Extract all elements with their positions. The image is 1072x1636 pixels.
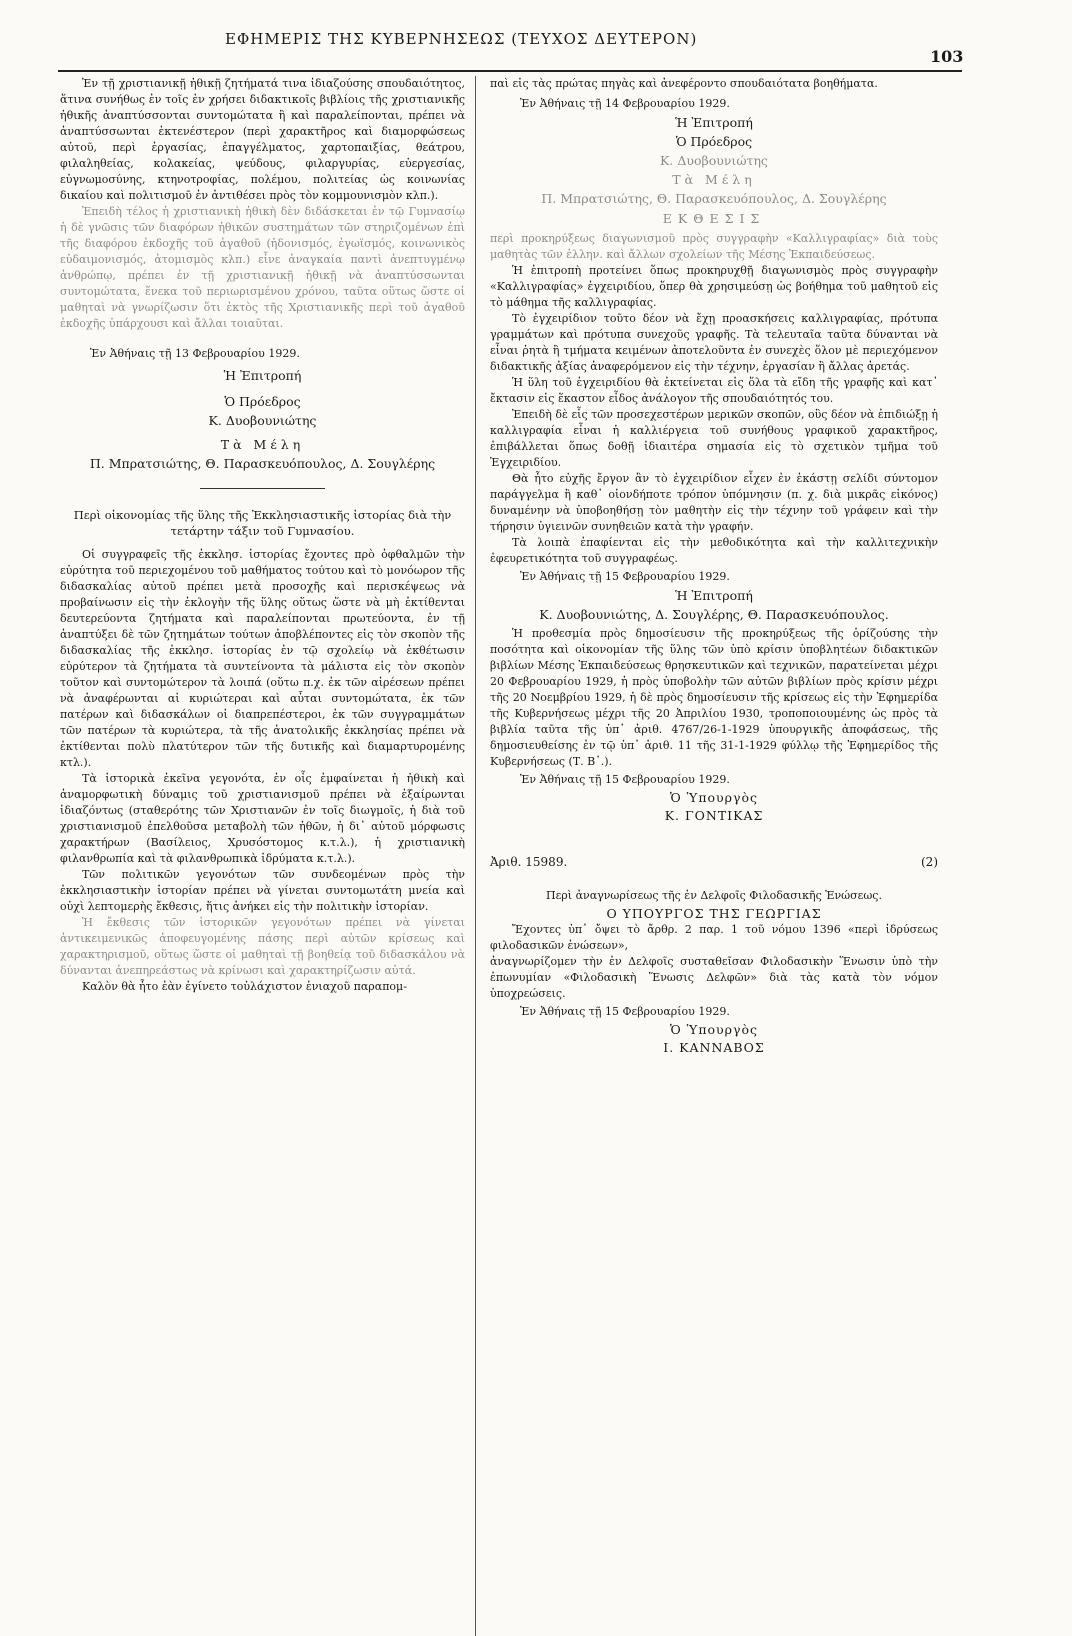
paragraph: Ἡ ὕλη τοῦ ἐγχειριδίου θὰ ἐκτείνεται εἰς ὅλα τὰ εἴδη τῆς γραφῆς καὶ κατ᾽ ἔκτασιν εἰς ἕκαστον εἶδος ἀνάλογον τῆς σπουδαιότητός του. [490, 376, 938, 405]
signature-block [60, 368, 465, 472]
paragraph: Θὰ ἦτο εὐχῆς ἔργον ἂν τὸ ἐγχειρίδιον εἶχεν ἐν ἑκάστῃ σελίδι σύντομον παράγγελμα ἢ καθ᾽ οἱονδήποτε τρόπον ὑπόμνησιν (π. χ. διὰ μικρᾶς εἰκόνος) δυναμένην νὰ ὑποβοηθήσῃ τὸν μαθητὴν εἰς τὴν τέχνην τοῦ γράφειν καὶ τὴν τήρησιν ὑγιεινῶν συνηθειῶν κατὰ τὴν γραφήν. [490, 472, 938, 533]
paragraph: Ἐπειδὴ δὲ εἷς τῶν προσεχεστέρων μερικῶν σκοπῶν, οὓς δέον νὰ ἐπιδιώξῃ ἡ καλλιγραφία εἶναι ἡ καλλιέργεια τοῦ συνήθους γραφικοῦ χαρακτῆρος, ἐπιβάλλεται ὅπως δοθῇ ἰδιαιτέρα σημασία εἰς τὸ σχετικὸν τμῆμα τοῦ Ἐγχειριδίου. [490, 408, 938, 469]
members-title: Τὰ Μέλη [220, 437, 305, 452]
left-column [60, 76, 465, 995]
committee-label: Ἡ Ἐπιτροπή [675, 115, 753, 130]
members-names: Π. Μπρατσιώτης, Θ. Παρασκευόπουλος, Δ. Σουγλέρης [89, 456, 436, 471]
paragraph: Ἡ ἐπιτροπὴ προτείνει ὅπως προκηρυχθῇ διαγωνισμὸς πρὸς συγγραφὴν «Καλλιγραφίας» ἐγχειριδίου, ὅπερ θὰ χρησιμεύσῃ ὡς βοήθημα τοῦ μαθητοῦ εἰς τὸ μάθημα τῆς καλλιγραφίας. [490, 264, 938, 309]
minister-name: Ι. ΚΑΝΝΑΒΟΣ [663, 1040, 765, 1055]
decree-marker: (2) [921, 855, 938, 869]
paragraph: Ἡ ἔκθεσις τῶν ἱστορικῶν γεγονότων πρέπει νὰ γίνεται ἀντικειμενικῶς ἀποφευγομένης πάσης περὶ αὐτῶν κρίσεως καὶ χαρακτηρισμοῦ, οὕτως ὥστε οἱ μαθηταὶ τῇ βοηθείᾳ τοῦ διδασκάλου νὰ δύνανται ἀνεπηρεάστως νὰ κρίνωσι καὶ χαρακτηρίζωσιν αὐτά. [60, 916, 465, 977]
decree-title: Περὶ ἀναγνωρίσεως τῆς ἐν Δελφοῖς Φιλοδασικῆς Ἑνώσεως. [546, 889, 882, 902]
decree-number: Ἀριθ. 15989. [490, 855, 568, 869]
ministry-heading: Ο ΥΠΟΥΡΓΟΣ ΤΗΣ ΓΕΩΡΓΙΑΣ [606, 906, 822, 921]
paragraph: Ἡ προθεσμία πρὸς δημοσίευσιν τῆς προκηρύξεως τῆς ὁρίζούσης τὴν ποσότητα καὶ οἰκονομίαν τῆς ὕλης τῶν ὑπὸ κρίσιν ὑποβλητέων διδακτικῶν βιβλίων Μέσης Ἐκπαιδεύσεως θρησκευτικῶν καὶ τεχνικῶν, παρατείνεται μέχρι 20 Φεβρουαρίου 1929, ἡ πρὸς ὑποβολὴν τῶν αὐτῶν βιβλίων πρὸς κρίσιν μέχρι τῆς 20 Νοεμβρίου 1929, ἡ δὲ πρὸς δημοσίευσιν τῆς κρίσεως εἰς τὴν Ἐφημερίδα τῆς Κυβερνήσεως μέχρι τῆς 20 Ἀπριλίου 1930, τροποποιουμένης ὡς πρὸς τὰ βιβλία ταῦτα τῆς ὑπ᾽ ἀριθ. 4767/26-1-1929 ὑπουργικῆς ἀποφάσεως, τῆς δημοσιευθείσης ἐν τῷ ὑπ᾽ ἀριθ. 11 τῆς 31-1-1929 φύλλῳ τῆς Ἐφημερίδος τῆς Κυβερνήσεως (Τ. Β᾽.). [490, 627, 938, 768]
chair-name: Κ. Δυοβουνιώτης [208, 413, 317, 428]
page-header: ΕΦΗΜΕΡΙΣ ΤΗΣ ΚΥΒΕΡΝΗΣΕΩΣ (ΤΕΥΧΟΣ ΔΕΥΤΕΡΟΝ) [225, 30, 698, 48]
right-column [490, 76, 938, 1056]
header-rule [58, 70, 962, 72]
paragraph: Καλὸν θὰ ἦτο ἐὰν ἐγίνετο τοὐλάχιστον ἑνιαχοῦ παραπομ- [82, 980, 407, 993]
minister-title: Ὁ Ὑπουργὸς [669, 1022, 759, 1037]
section-title: Περὶ οἰκονομίας τῆς ὕλης τῆς Ἐκκλησιαστικῆς ἱστορίας διὰ τὴν τετάρτην τάξιν τοῦ Γυμνασίου. [73, 508, 452, 538]
date-line: Ἐν Ἀθήναις τῇ 13 Φεβρουαρίου 1929. [90, 347, 300, 360]
committee-label: Ἡ Ἐπιτροπή [223, 368, 302, 383]
chair-title: Ὁ Πρόεδρος [675, 134, 753, 149]
paragraph: Ἐν τῇ χριστιανικῇ ἠθικῇ ζητήματά τινα ἰδιαζούσης σπουδαιότητος, ἅτινα συνήθως ἐν τοῖς ἐν χρήσει διδακτικοῖς βιβλίοις τῆς χριστιανικῆς ἠθικῆς ἀναπτύσσονται συντομώτατα ἢ καὶ παραλείπονται, πρέπει νὰ ἀναπτύσσωνται ἐκτενέστερον (περὶ χαρακτῆρος καὶ διαμορφώσεως αὐτοῦ, περὶ ἐργασίας, ἐπαγγέλματος, χαρτοπαιξίας, θεάτρου, φιλαληθείας, κολακείας, ψεύδους, φιλαργυρίας, εὐεργεσίας, εὐγνωμοσύνης, κτηνοτροφίας, πολέμου, πολιτείας ὡς κοινωνίας δικαίου καὶ πολιτισμοῦ ἐν ἀντιθέσει πρὸς τὸν κομμουνισμὸν κλπ.). [60, 77, 465, 202]
members-title: Τὰ Μέλη [672, 172, 756, 187]
committee-label: Ἡ Ἐπιτροπή [675, 588, 753, 603]
paragraph: ἀναγνωρίζομεν τὴν ἐν Δελφοῖς συσταθεῖσαν Φιλοδασικὴν Ἕνωσιν ὑπὸ τὴν ἐπωνυμίαν «Φιλοδασικὴ Ἕνωσις Δελφῶν» διὰ τὰς κατὰ τὸν νόμον ὑποχρεώσεις. [490, 955, 938, 1000]
report-subtitle: περὶ προκηρύξεως διαγωνισμοῦ πρὸς συγγραφὴν «Καλλιγραφίας» διὰ τοὺς μαθητὰς τῶν ἑλλην. καὶ ἄλλων σχολείων τῆς Μέσης Ἐκπαιδεύσεως. [490, 232, 938, 261]
date-line: Ἐν Ἀθήναις τῇ 15 Φεβρουαρίου 1929. [520, 773, 730, 786]
page-number: 103 [930, 47, 964, 66]
paragraph: Οἱ συγγραφεῖς τῆς ἐκκλησ. ἱστορίας ἔχοντες πρὸ ὀφθαλμῶν τὴν εὐρύτητα τοῦ περιεχομένου τοῦ μαθήματος τούτου καὶ τὸ μονόωρον τῆς διδασκαλίας αὐτοῦ πρέπει μετὰ προσοχῆς καὶ περισκέψεως νὰ προβαίνωσιν εἰς τὴν ἐκλογὴν τῆς ὕλης οὕτως ὥστε νὰ μὴ ἐκτίθενται δευτερεύοντα ζητήματα καὶ παραλείπονται πρωτεύοντα, ἐν τῇ ἀναπτύξει δὲ τῶν ζητημάτων τούτων ἀποβλέποντες εἰς τὸν σκοπὸν τῆς διδασκαλίας τῆς ἐκκλησ. ἱστορίας ἐν τῷ σχολείῳ νὰ ἐκθέτωσιν εὐρύτερον τὰ ζητήματα τὰ συντείνοντα τὰ μάλιστα εἰς τὸν σκοπὸν τοῦτον καὶ συντομώτερον τὰ λοιπά (οὕτω π.χ. ἐκ τῶν αἱρέσεων πρέπει νὰ ἀναφέρωνται αἱ κυριώτεραι καὶ αὗται συντομώτατα, ἐκ τῶν πατέρων καὶ διδασκάλων οἱ διαπρεπέστεροι, ἐκ τῶν συγγραμμάτων τῶν πατέρων τὰ κυριώτερα, τὰ τῆς ἀνατολικῆς ἐκκλησίας πρέπει νὰ ἐκτίθενται πολὺ πλατύτερον τῶν τῆς δυτικῆς καὶ διαμαρτυρομένης κτλ.). [60, 548, 465, 769]
minister-title: Ὁ Ὑπουργὸς [669, 790, 759, 805]
paragraph: Τῶν πολιτικῶν γεγονότων τῶν συνδεομένων πρὸς τὴν ἐκκλησιαστικὴν ἱστορίαν πρέπει νὰ γίνεται συντομωτάτη μνεία καὶ οὐχὶ λεπτομερὴς ἔκθεσις, ἥτις ἀνήκει εἰς τὴν πολιτικὴν ἱστορίαν. [60, 868, 465, 913]
chair-name: Κ. Δυοβουνιώτης [660, 153, 768, 168]
date-line: Ἐν Ἀθήναις τῇ 14 Φεβρουαρίου 1929. [520, 97, 730, 110]
paragraph: Ἐπειδὴ τέλος ἡ χριστιανικὴ ἠθικὴ δὲν διδάσκεται ἐν τῷ Γυμνασίῳ ἡ δὲ γνῶσις τῶν διαφόρων ἠθικῶν συστημάτων τῶν στηριζομένων ἐπὶ τῆς διαφόρου ἐκδοχῆς τοῦ ἀγαθοῦ (ἡδονισμός, ἐγωϊσμός, κοινωνικὸς εὐδαιμονισμός, ἀτομισμὸς κλπ.) εἶνε ἀναγκαία παντὶ ἀνεπτυγμένῳ ἀνθρώπῳ, πρέπει ἐν τῇ χριστιανικῇ ἠθικῇ νὰ ἀναπτύσσωνται συντομώτατα, ἕνεκα τοῦ περιωρισμένου χρόνου, ταῦτα οὕτως ὥστε οἱ μαθηταὶ νὰ γνωρίζωσιν ὅτι ἐκτὸς τῆς Χριστιανικῆς περὶ τοῦ ἀγαθοῦ ἐκδοχῆς ὑπάρχουσι καὶ ἄλλαι τοιαῦται. [60, 205, 465, 330]
minister-name: Κ. ΓΟΝΤΙΚΑΣ [664, 808, 764, 823]
paragraph: Τὰ ἱστορικὰ ἐκεῖνα γεγονότα, ἐν οἷς ἐμφαίνεται ἡ ἠθικὴ καὶ ἀναμορφωτικὴ δύναμις τοῦ χριστιανισμοῦ πρέπει νὰ ἐξαίρωνται ἰδιαζόντως (σταθερότης τῶν Χριστιανῶν ἐν τοῖς διωγμοῖς, ἡ διὰ τοῦ χριστιανισμοῦ ἐπελθοῦσα μεταβολὴ τῶν ἠθῶν, ἡ δι᾽ αὐτοῦ μόρφωσις χαρακτήρων (Βασίλειος, Χρυσόστομος κ.τ.λ.), ἡ χριστιανικὴ φιλανθρωπία καὶ τὰ φιλανθρωπικὰ ἱδρύματα κ.τ.λ.). [60, 772, 465, 865]
paragraph: Ἔχοντες ὑπ᾽ ὄψει τὸ ἄρθρ. 2 παρ. 1 τοῦ νόμου 1396 «περὶ ἰδρύσεως φιλοδασικῶν ἑνώσεων», [490, 923, 938, 952]
section-rule [200, 488, 325, 489]
report-title: ΕΚΘΕΣΙΣ [662, 211, 766, 226]
chair-title: Ὁ Πρόεδρος [224, 394, 301, 409]
paragraph: Τὸ ἐγχειρίδιον τοῦτο δέον νὰ ἔχῃ προασκήσεις καλλιγραφίας, πρότυπα γραμμάτων καὶ πρότυπα συνεχοῦς γραφῆς. Τὰ τελευταῖα ταῦτα δύνανται νὰ εἶναι ῥητὰ ἢ τμήματα κειμένων ἀποτελοῦντα ἐν συνεχὲς ὅλον μὲ περιεχόμενον διδακτικῆς ἀξίας ἀναφερόμενον εἰς τὴν τέχνην, ἐργασίαν ἢ ἄλλας ἀρετάς. [490, 312, 938, 373]
column-divider [475, 76, 476, 1636]
date-line: Ἐν Ἀθήναις τῇ 15 Φεβρουαρίου 1929. [520, 570, 730, 583]
committee-names: Κ. Δυοβουνιώτης, Δ. Σουγλέρης, Θ. Παρασκευόπουλος. [539, 607, 889, 622]
paragraph: παὶ εἰς τὰς πρώτας πηγὰς καὶ ἀνεφέροντο σπουδαιότατα βοηθήματα. [490, 77, 878, 90]
members-names: Π. Μπρατσιώτης, Θ. Παρασκευόπουλος, Δ. Σουγλέρης [541, 191, 887, 206]
paragraph: Τὰ λοιπὰ ἐπαφίενται εἰς τὴν μεθοδικότητα καὶ τὴν καλλιτεχνικὴν ἐφευρετικότητα τοῦ συγγραφέως. [490, 536, 938, 565]
decree-number-row [490, 854, 938, 870]
date-line: Ἐν Ἀθήναις τῇ 15 Φεβρουαρίου 1929. [520, 1005, 730, 1018]
